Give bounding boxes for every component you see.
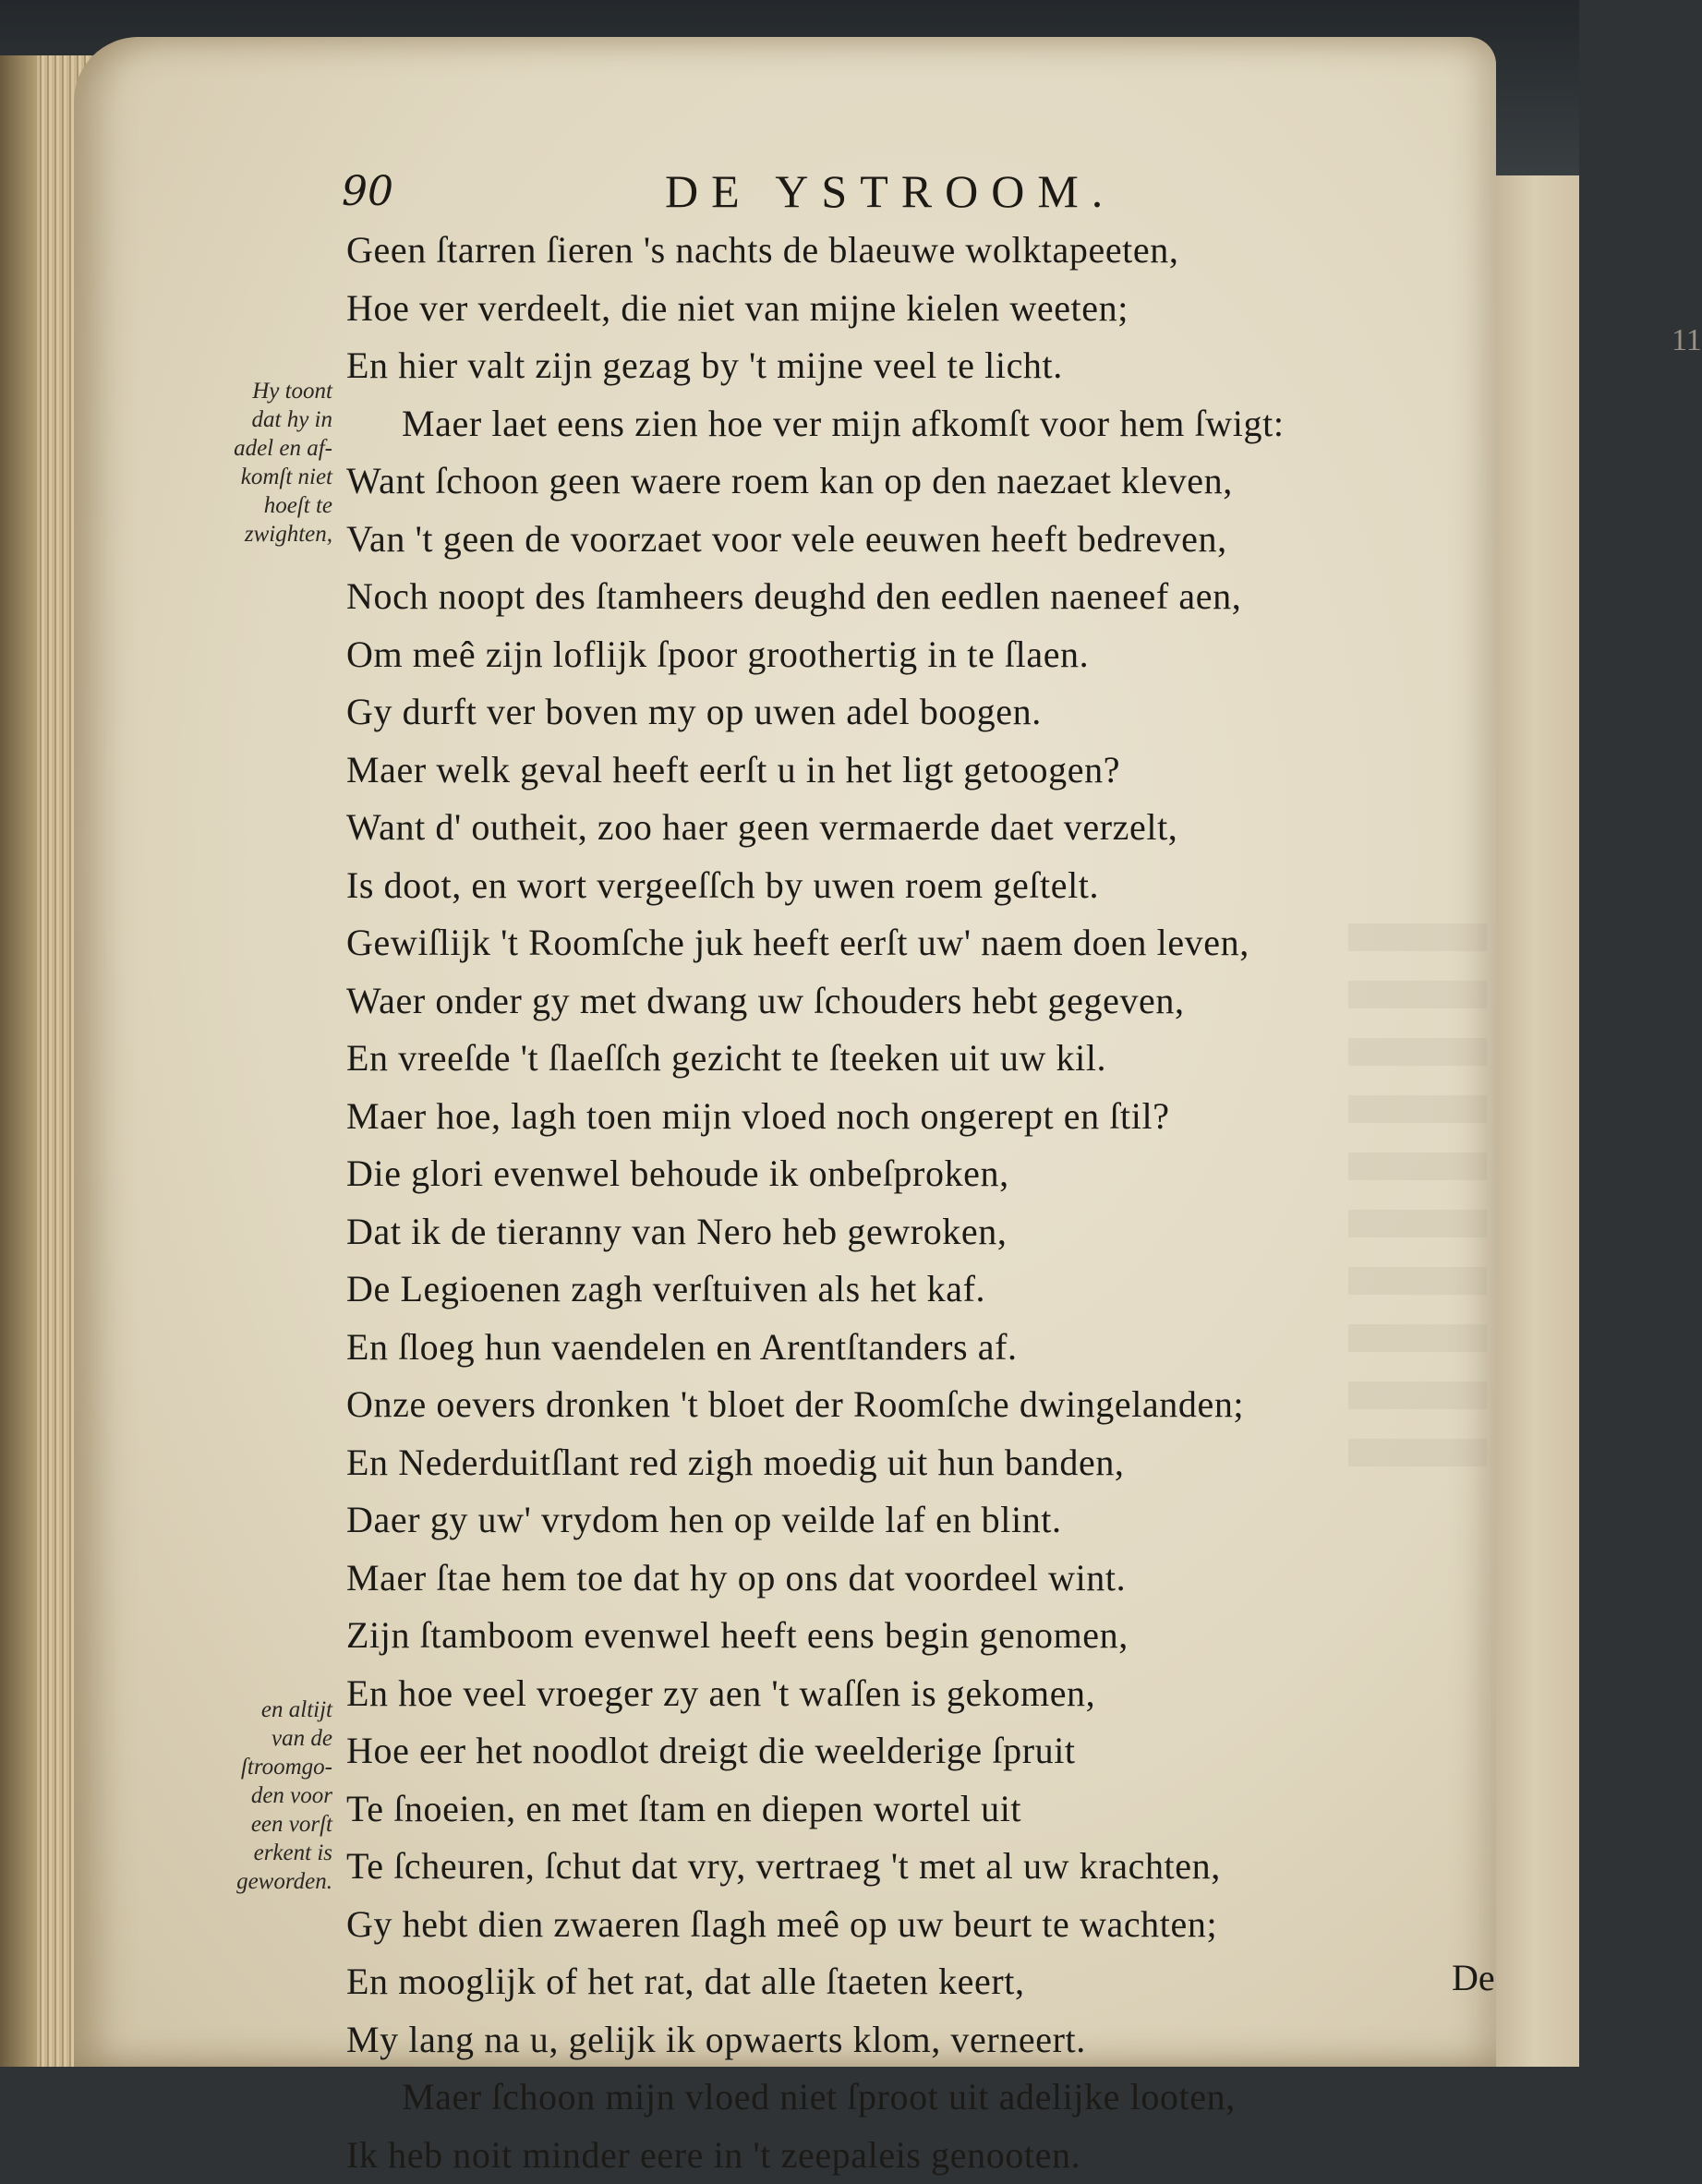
margin-note-line: en altijt xyxy=(148,1695,332,1724)
page-header xyxy=(342,157,1265,231)
spine-shadow xyxy=(0,55,37,2067)
page-number: 90 xyxy=(342,168,393,215)
verse-line: Daer gy uw' vrydom hen op veilde laf en blint. xyxy=(346,1491,1501,1550)
verse-block xyxy=(346,222,1501,2184)
margin-note-line: erkent is xyxy=(148,1839,332,1867)
verse-line: Maer ſchoon mijn vloed niet ſproot uit adelijke looten, xyxy=(346,2069,1501,2127)
verse-line: En hier valt zijn gezag by 't mijne veel te licht. xyxy=(346,337,1501,395)
margin-note xyxy=(148,377,332,549)
margin-note-line: geworden. xyxy=(148,1867,332,1896)
margin-note-line: een vorſt xyxy=(148,1810,332,1839)
verse-line: Dat ik de tieranny van Nero heb gewroken, xyxy=(346,1203,1501,1261)
margin-note-line: dat hy in xyxy=(148,405,332,434)
verse-line: Om meê zijn loflijk ſpoor groothertig in te ſlaen. xyxy=(346,626,1501,684)
verse-line: Ik heb noit minder eere in 't zeepaleis genooten. xyxy=(346,2127,1501,2184)
verse-line: Van 't geen de voorzaet voor vele eeuwen heeft bedreven, xyxy=(346,511,1501,569)
margin-note-line: ſtroomgo- xyxy=(148,1753,332,1781)
verse-line: Waer onder gy met dwang uw ſchouders hebt gegeven, xyxy=(346,972,1501,1031)
margin-note-line: van de xyxy=(148,1724,332,1753)
verse-line: Maer laet eens zien hoe ver mijn afkomſt voor hem ſwigt: xyxy=(346,395,1501,453)
verse-line: Die glori evenwel behoude ik onbeſproken, xyxy=(346,1145,1501,1203)
verse-line: Hoe ver verdeelt, die niet van mijne kielen weeten; xyxy=(346,280,1501,338)
verse-line: Geen ſtarren ſieren 's nachts de blaeuwe wolktapeeten, xyxy=(346,222,1501,280)
verse-line: Gy durft ver boven my op uwen adel boogen. xyxy=(346,683,1501,742)
catchword: De xyxy=(1452,1956,1495,1999)
margin-note-line: zwighten, xyxy=(148,520,332,549)
bleed-through-text: 11 xyxy=(1672,323,1702,358)
verse-line: Onze oevers dronken 't bloet der Roomſche dwingelanden; xyxy=(346,1376,1501,1434)
verse-line: Maer hoe, lagh toen mijn vloed noch ongerept en ſtil? xyxy=(346,1088,1501,1146)
verse-line: Noch noopt des ſtamheers deughd den eedlen naeneef aen, xyxy=(346,568,1501,626)
margin-note-line: hoeſt te xyxy=(148,491,332,520)
margin-note-line: komſt niet xyxy=(148,463,332,491)
verse-line: My lang na u, gelijk ik opwaerts klom, verneert. xyxy=(346,2011,1501,2069)
verse-line: Want d' outheit, zoo haer geen vermaerde daet verzelt, xyxy=(346,799,1501,857)
verse-line: En hoe veel vroeger zy aen 't waſſen is gekomen, xyxy=(346,1665,1501,1723)
verse-line: Is doot, en wort vergeeſſch by uwen roem geſtelt. xyxy=(346,857,1501,915)
margin-note xyxy=(148,1695,332,1896)
verse-line: En Nederduitſlant red zigh moedig uit hun banden, xyxy=(346,1434,1501,1492)
verse-line: Gewiſlijk 't Roomſche juk heeft eerſt uw' naem doen leven, xyxy=(346,914,1501,972)
margin-note-line: den voor xyxy=(148,1781,332,1810)
verse-line: Maer welk geval heeft eerſt u in het ligt getoogen? xyxy=(346,742,1501,800)
verse-line: Zijn ſtamboom evenwel heeft eens begin genomen, xyxy=(346,1607,1501,1665)
verse-line: Hoe eer het noodlot dreigt die weelderige ſpruit xyxy=(346,1722,1501,1780)
verse-line: En mooglijk of het rat, dat alle ſtaeten keert, xyxy=(346,1953,1501,2011)
verse-line: Te ſnoeien, en met ſtam en diepen wortel uit xyxy=(346,1780,1501,1839)
margin-note-line: adel en af- xyxy=(148,434,332,463)
verse-line: En ſloeg hun vaendelen en Arentſtanders af. xyxy=(346,1319,1501,1377)
verse-line: Want ſchoon geen waere roem kan op den naezaet kleven, xyxy=(346,452,1501,511)
verse-line: En vreeſde 't ſlaeſſch gezicht te ſteeken uit uw kil. xyxy=(346,1030,1501,1088)
verse-line: Te ſcheuren, ſchut dat vry, vertraeg 't met al uw krachten, xyxy=(346,1838,1501,1896)
verse-line: Maer ſtae hem toe dat hy op ons dat voordeel wint. xyxy=(346,1550,1501,1608)
verse-line: Gy hebt dien zwaeren ſlagh meê op uw beurt te wachten; xyxy=(346,1896,1501,1954)
verse-line: De Legioenen zagh verſtuiven als het kaf. xyxy=(346,1261,1501,1319)
running-title: DE YSTROOM. xyxy=(665,164,1116,218)
margin-note-line: Hy toont xyxy=(148,377,332,405)
